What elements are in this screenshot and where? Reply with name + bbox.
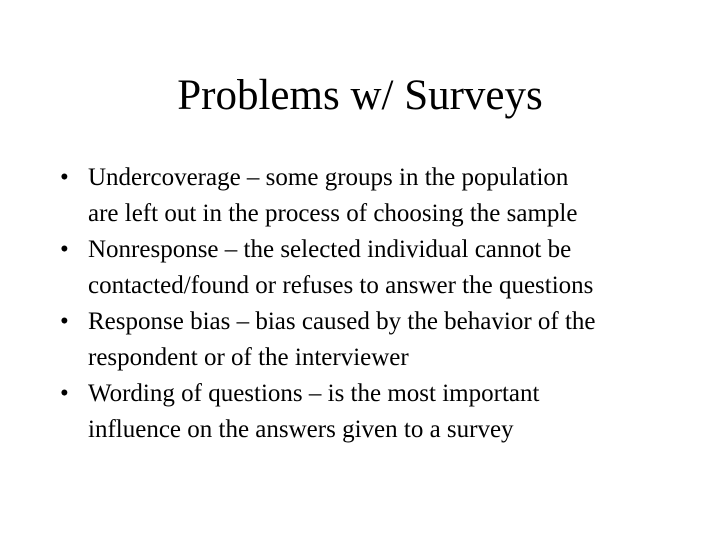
bullet-list: [60, 160, 680, 448]
bullet-dot-icon: •: [60, 308, 69, 335]
bullet-item-wording: [60, 376, 680, 448]
bullet-text-line-2: contacted/found or refuses to answer the questions: [88, 272, 594, 299]
bullet-text-line-1: Nonresponse – the selected individual cannot be: [88, 236, 572, 263]
bullet-dot-icon: •: [60, 236, 69, 263]
bullet-dot-icon: •: [60, 380, 69, 407]
bullet-text-line-1: Undercoverage – some groups in the population: [88, 164, 569, 191]
bullet-item-nonresponse: [60, 232, 680, 304]
bullet-text-line-2: respondent or of the interviewer: [88, 344, 409, 371]
bullet-text-line-1: Wording of questions – is the most important: [88, 380, 540, 407]
bullet-text-line-1: Response bias – bias caused by the behavior of the: [88, 308, 596, 335]
bullet-item-response-bias: [60, 304, 680, 376]
bullet-item-undercoverage: [60, 160, 680, 232]
slide-title: Problems w/ Surveys: [177, 72, 543, 119]
bullet-text-line-2: influence on the answers given to a survey: [88, 416, 514, 443]
bullet-text-line-2: are left out in the process of choosing the sample: [88, 200, 578, 227]
bullet-dot-icon: •: [60, 164, 69, 191]
